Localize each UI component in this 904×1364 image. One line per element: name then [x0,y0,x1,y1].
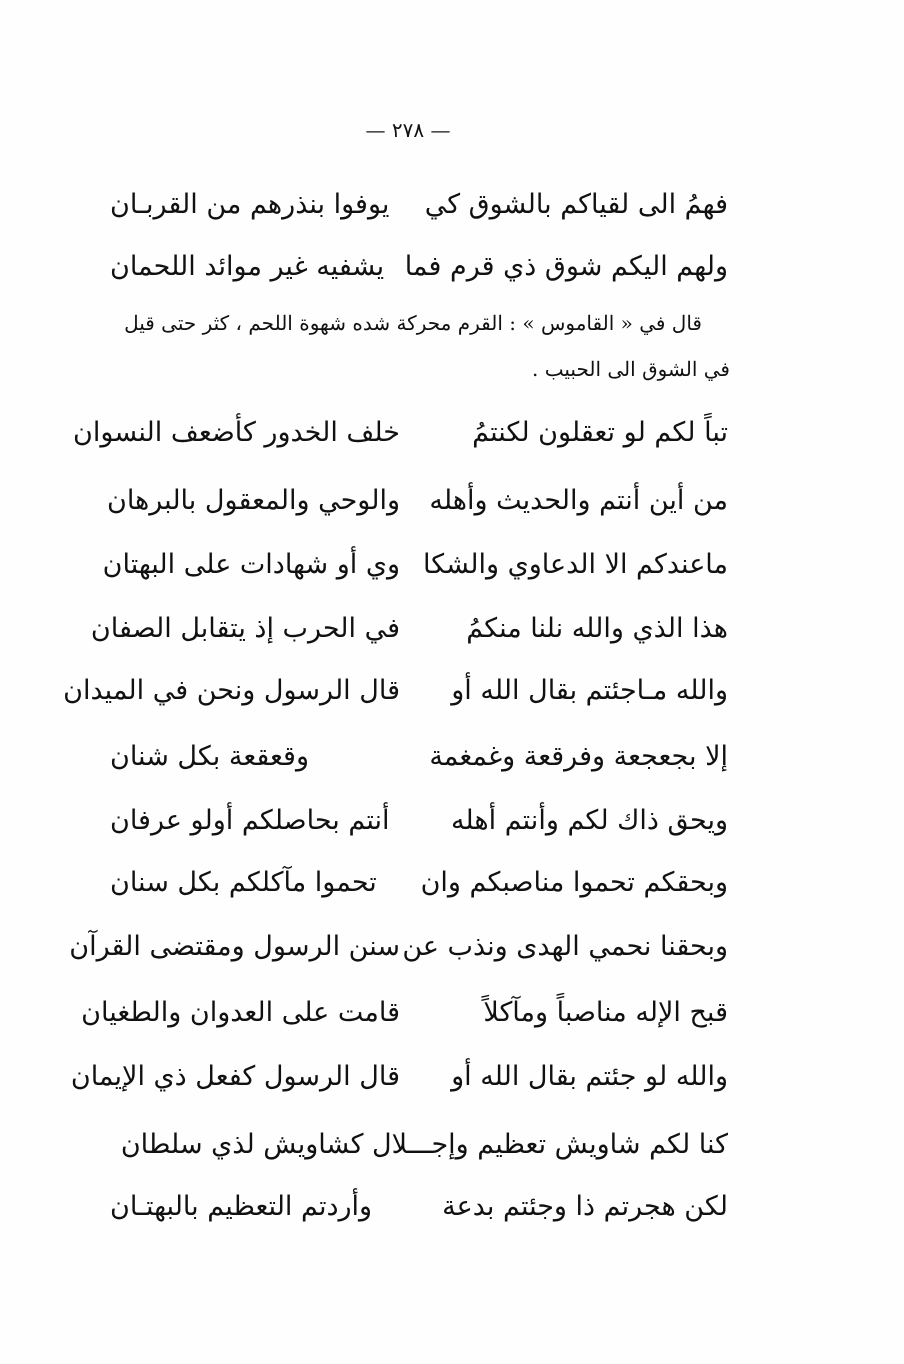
second-hemistich: وأردتم التعظيم بالبهتـان [110,1191,373,1222]
second-hemistich: وي أو شهادات على البهتان [102,549,400,580]
verse-line [110,180,728,230]
first-hemistich: قبح الإله مناصباً ومآكلاً [483,997,728,1028]
first-hemistich: تباً لكم لو تعقلون لكنتمُ [472,417,728,448]
verse-line [70,1052,728,1102]
verse-line [110,796,728,846]
explanatory-note [110,300,730,392]
first-hemistich: فهمُ الى لقياكم بالشوق كي [424,189,728,220]
verse-line [81,988,728,1038]
second-hemistich: يشفيه غير موائد اللحمان [110,251,385,282]
first-hemistich: لكن هجرتم ذا وجئتم بدعة [442,1191,728,1222]
second-hemistich: خلف الخدور كأضعف النسوان [73,417,400,448]
note-text: قال في « القاموس » : القرم محركة شده شهوة اللحم ، كثر حتى قيل [124,311,702,335]
second-hemistich: سنن الرسول ومقتضى القرآن [69,931,400,962]
verse-line [110,242,728,292]
second-hemistich: تحموا مآكلكم بكل سنان [110,867,377,898]
first-hemistich: والله مـاجئتم بقال الله أو [451,675,728,706]
first-hemistich: والله لو جئتم بقال الله أو [451,1061,728,1092]
verse-line [110,732,728,782]
verse-line [90,604,728,654]
first-hemistich: وبحقنا نحمي الهدى ونذب عن [402,931,728,962]
verse-line [106,476,728,526]
page-number: — ٢٧٨ — [365,118,451,142]
first-hemistich: ويحق ذاك لكم وأنتم أهله [450,805,728,836]
first-hemistich: ماعندكم الا الدعاوي والشكا [423,549,728,580]
second-hemistich: قال الرسول كفعل ذي الإيمان [70,1061,400,1092]
verse-full-line: كنا لكم شاويش تعظيم وإجـــلال كشاويش لذي سلطان [120,1129,728,1160]
second-hemistich: يوفوا بنذرهم من القربـان [110,189,390,220]
verse-line [102,540,728,590]
first-hemistich: ولهم اليكم شوق ذي قرم فما [404,251,728,282]
second-hemistich: قال الرسول ونحن في الميدان [63,675,400,706]
verse-line [63,666,728,716]
second-hemistich: أنتم بحاصلكم أولو عرفان [110,805,390,836]
verse-line [110,1182,728,1232]
note-line: في الشوق الى الحبيب . [532,357,730,381]
verse-line [110,858,728,908]
first-hemistich: من أين أنتم والحديث وأهله [429,485,728,516]
second-hemistich: وقعقعة بكل شنان [110,741,309,772]
note-line [110,300,730,346]
second-hemistich: قامت على العدوان والطغيان [81,997,400,1028]
second-hemistich: والوحي والمعقول بالبرهان [106,485,400,516]
first-hemistich: وبحقكم تحموا مناصبكم وان [420,867,728,898]
second-hemistich: في الحرب إذ يتقابل الصفان [90,613,400,644]
verse-line [69,922,728,972]
verse-line [73,408,728,458]
first-hemistich: إلا بجعجعة وفرقعة وغمغمة [429,741,728,772]
first-hemistich: هذا الذي والله نلنا منكمُ [466,613,728,644]
